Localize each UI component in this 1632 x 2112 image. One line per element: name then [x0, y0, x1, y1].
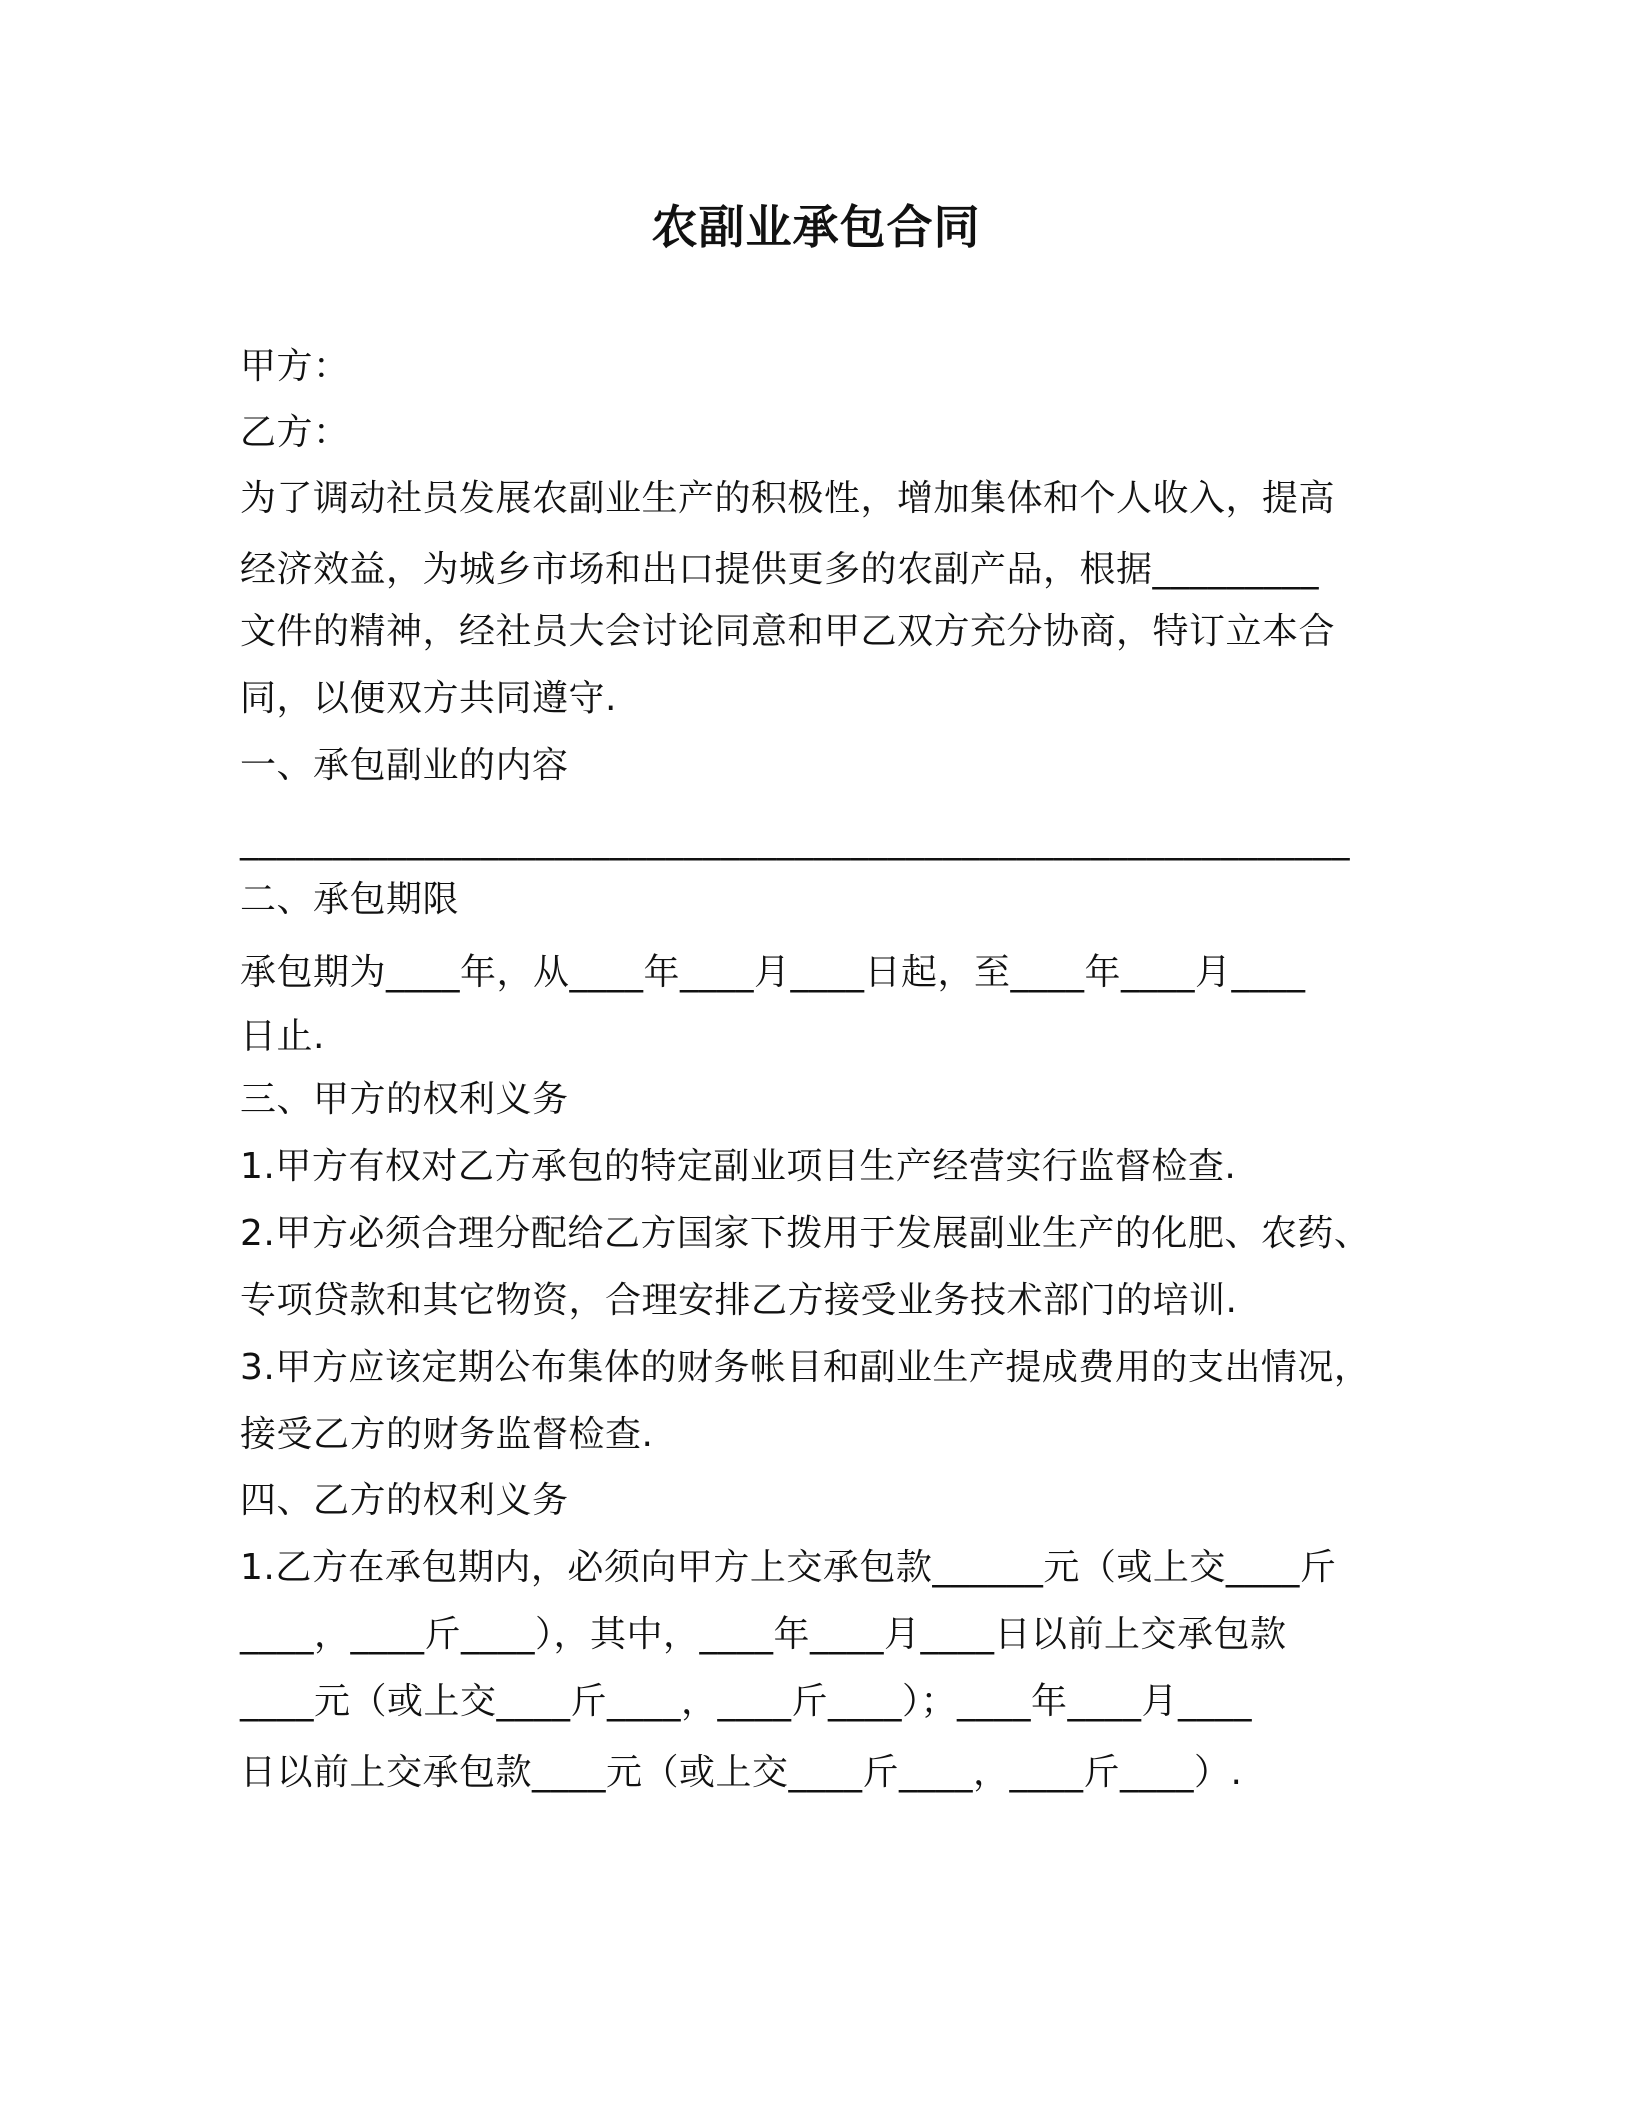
preamble-line-2: 经济效益，为城乡市场和出口提供更多的农副产品，根据_________	[240, 549, 1320, 590]
section-3-item-3-line-1: 3.甲方应该定期公布集体的财务帐目和副业生产提成费用的支出情况，	[240, 1347, 1371, 1388]
section-1-heading: 一、承包副业的内容	[240, 745, 569, 786]
section-3-item-2-line-1: 2.甲方必须合理分配给乙方国家下拨用于发展副业生产的化肥、农药、	[240, 1213, 1371, 1254]
preamble-line-3: 文件的精神，经社员大会讨论同意和甲乙双方充分协商，特订立本合	[240, 611, 1336, 652]
section-3-heading: 三、甲方的权利义务	[240, 1079, 569, 1120]
section-2-heading: 二、承包期限	[240, 879, 460, 920]
preamble-line-1: 为了调动社员发展农副业生产的积极性，增加集体和个人收入，提高	[240, 478, 1336, 519]
section-4-item-1-line-2: ____，____斤____），其中，____年____月____日以前上交承包款	[240, 1614, 1287, 1655]
section-4-heading: 四、乙方的权利义务	[240, 1480, 569, 1521]
party-b-label: 乙方：	[240, 412, 350, 453]
party-a-label: 甲方：	[240, 346, 350, 387]
document-title: 农副业承包合同	[651, 200, 981, 254]
section-4-item-1-line-3: ____元（或上交____斤____，____斤____）；____年____月____	[240, 1681, 1253, 1722]
section-1-blank-line: ____________________________________________________________	[240, 820, 1350, 861]
section-4-item-1-line-4: 日以前上交承包款____元（或上交____斤____，____斤____）.	[240, 1752, 1243, 1793]
section-2-line-1: 承包期为____年，从____年____月____日起，至____年____月____	[240, 952, 1306, 993]
preamble-line-4: 同，以便双方共同遵守.	[240, 678, 617, 719]
section-3-item-2-line-2: 专项贷款和其它物资，合理安排乙方接受业务技术部门的培训.	[240, 1280, 1238, 1321]
section-2-line-2: 日止.	[240, 1016, 325, 1057]
section-4-item-1-line-1: 1.乙方在承包期内，必须向甲方上交承包款______元（或上交____斤	[240, 1547, 1337, 1588]
section-3-item-1: 1.甲方有权对乙方承包的特定副业项目生产经营实行监督检查.	[240, 1146, 1237, 1187]
section-3-item-3-line-2: 接受乙方的财务监督检查.	[240, 1414, 654, 1455]
